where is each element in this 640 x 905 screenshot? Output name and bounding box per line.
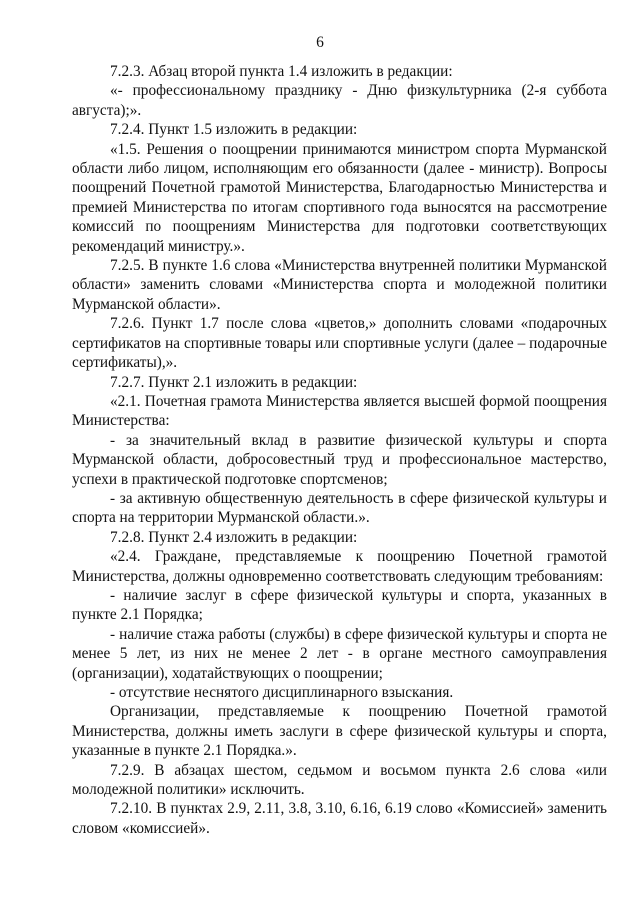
paragraph: - за активную общественную деятельность в сфере физической культуры и спорта на территории Мурманской области.». (72, 489, 607, 527)
paragraph: «2.4. Граждане, представляемые к поощрению Почетной грамотой Министерства, должны одновременно соответствовать следующим требованиям: (72, 548, 607, 585)
paragraph: - отсутствие неснятого дисциплинарного взыскания. (110, 684, 454, 701)
paragraph: - за значительный вклад в развитие физической культуры и спорта Мурманской области, добросовестный труд и профессиональное мастерство, успехи в практической подготовке спортсменов; (72, 431, 607, 488)
paragraph: «- профессиональному празднику - Дню физкультурника (2-я суббота августа);». (72, 82, 607, 119)
paragraph: «1.5. Решения о поощрении принимаются министром спорта Мурманской области либо лицом, исполняющим его обязанности (далее - министр). Вопросы поощрений Почетной грамотой Министерства, Благодарностью Министерства и премией Министерства по итогам спортивного года выносятся на рассмотрение комиссий по поощрениям Министерства для подготовки соответствующих рекомендаций министру.». (72, 140, 607, 255)
paragraph: - наличие заслуг в сфере физической культуры и спорта, указанных в пункте 2.1 Порядка; (72, 586, 607, 624)
paragraph: 7.2.8. Пункт 2.4 изложить в редакции: (110, 528, 358, 546)
paragraph: 7.2.10. В пунктах 2.9, 2.11, 3.8, 3.10, 6.16, 6.19 слово «Комиссией» заменить словом «комиссией». (72, 800, 607, 837)
paragraph: 7.2.4. Пункт 1.5 изложить в редакции: (110, 121, 358, 139)
page-number: 6 (316, 34, 324, 51)
paragraph: - наличие стажа работы (службы) в сфере физической культуры и спорта не менее 5 лет, из них не менее 2 лет - в органе местного самоуправления (организации), ходатайствующих о поощрении; (72, 625, 607, 682)
paragraph: Организации, представляемые к поощрению Почетной грамотой Министерства, должны иметь заслуги в сфере физической культуры и спорта, указанные в пункте 2.1 Порядка.». (72, 703, 607, 760)
paragraph: 7.2.7. Пункт 2.1 изложить в редакции: (110, 373, 358, 391)
paragraph: 7.2.3. Абзац второй пункта 1.4 изложить в редакции: (110, 63, 453, 80)
document-body (72, 62, 607, 838)
paragraph: 7.2.6. Пункт 1.7 после слова «цветов,» дополнить словами «подарочных сертификатов на спортивные товары или спортивные услуги (далее – подарочные сертификаты),». (72, 315, 607, 372)
paragraph: 7.2.9. В абзацах шестом, седьмом и восьмом пункта 2.6 слова «или молодежной политики» исключить. (72, 761, 607, 799)
paragraph: 7.2.5. В пункте 1.6 слова «Министерства внутренней политики Мурманской области» заменить словами «Министерства спорта и молодежной политики Мурманской области». (72, 257, 607, 313)
paragraph: «2.1. Почетная грамота Министерства является высшей формой поощрения Министерства: (72, 392, 607, 430)
